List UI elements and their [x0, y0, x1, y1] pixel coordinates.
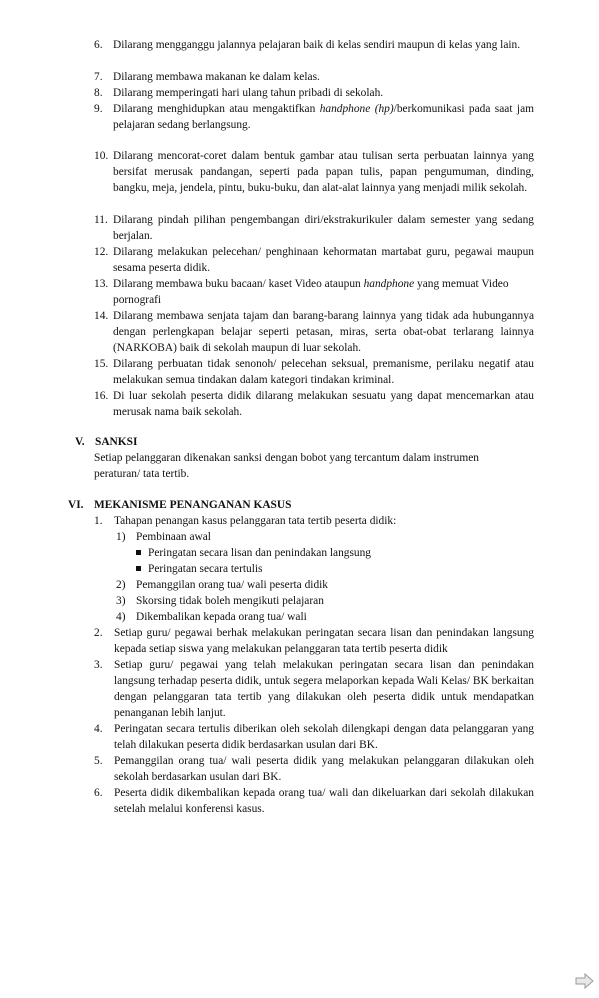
step-number: 1): [116, 531, 126, 543]
section-heading-mekanisme: [68, 497, 291, 513]
list-item: [94, 148, 534, 196]
list-item: [94, 513, 534, 529]
item-number: 9.: [94, 103, 103, 115]
item-text: Setiap guru/ pegawai yang telah melakukan peringatan secara lisan dan penindakan langsung terhadap peserta didik, untuk segera melaporkan kepada Wali Kelas/ BK berkaitan dengan pelanggaran tata tertib yang dilakukan oleh peserta didik untuk mendapatkan penanganan lebih lanjut.: [114, 659, 534, 719]
item-number: 16.: [94, 390, 109, 402]
square-bullet-icon: [136, 566, 141, 571]
item-text-part: yang memuat Video pornografi: [113, 278, 509, 306]
item-number: 10.: [94, 150, 109, 162]
list-item: [94, 356, 534, 388]
item-number: 15.: [94, 358, 109, 370]
item-text: Dilarang pindah pilihan pengembangan diri/ekstrakurikuler dalam semester yang sedang berjalan.: [113, 214, 534, 242]
step-item: [116, 609, 307, 625]
bullet-item: [136, 561, 263, 577]
list-item: [94, 276, 534, 308]
list-item: [94, 101, 534, 133]
step-item: [116, 529, 211, 545]
step-number: 3): [116, 595, 126, 607]
item-text: Dilarang membawa makanan ke dalam kelas.: [113, 71, 320, 83]
item-number: 12.: [94, 246, 109, 258]
section-numeral: V.: [75, 436, 85, 448]
list-item: [94, 753, 534, 785]
item-number: 3.: [94, 659, 103, 671]
list-item: [94, 625, 534, 657]
step-item: [116, 593, 324, 609]
bullet-text: Peringatan secara lisan dan penindakan langsung: [148, 547, 371, 559]
section-paragraph: Setiap pelanggaran dikenakan sanksi dengan bobot yang tercantum dalam instrumen peraturan/ tata tertib.: [94, 452, 479, 480]
list-item: [94, 69, 534, 85]
list-item: [94, 37, 534, 53]
item-number: 5.: [94, 755, 103, 767]
item-text-part: Dilarang membawa buku bacaan/ kaset Video ataupun: [113, 278, 364, 290]
item-text: Dilarang perbuatan tidak senonoh/ pelecehan seksual, premanisme, perilaku negatif atau melakukan semua tindakan dalam kategori tindakan kriminal.: [113, 358, 534, 386]
item-text: Peserta didik dikembalikan kepada orang tua/ wali dan dikeluarkan dari sekolah dilakukan setelah melalui konferensi kasus.: [114, 787, 534, 815]
square-bullet-icon: [136, 550, 141, 555]
bullet-item: [136, 545, 371, 561]
step-number: 4): [116, 611, 126, 623]
item-text: [113, 276, 534, 308]
item-text: Dilarang mencorat-coret dalam bentuk gambar atau tulisan serta perbuatan lainnya yang bersifat merusak pandangan, seperti pada papan tulis, papan pengumuman, dinding, bangku, meja, jendela, pintu, buku-buku, dan alat-alat lainnya yang menjadi milik sekolah.: [113, 150, 534, 194]
item-text-emphasis: handphone (hp): [319, 103, 394, 115]
item-number: 6.: [94, 39, 103, 51]
item-text-part: /berkomunikasi pada saat jam pelajaran sedang berlangsung.: [113, 103, 534, 131]
list-item: [94, 657, 534, 721]
item-number: 6.: [94, 787, 103, 799]
section-title: SANKSI: [95, 436, 138, 448]
list-item: [94, 388, 534, 420]
next-page-arrow-icon[interactable]: [575, 972, 595, 990]
item-text-part: Dilarang menghidupkan atau mengaktifkan: [113, 103, 320, 115]
list-item: [94, 308, 534, 356]
item-text: Dilarang membawa senjata tajam dan barang-barang lainnya yang tidak ada hubungannya dengan perlengkapan belajar seperti petasan, miras, serta obat-obat terlarang lainnya (NARKOBA) baik di sekolah maupun di luar sekolah.: [113, 310, 534, 354]
item-text: Setiap guru/ pegawai berhak melakukan peringatan secara lisan dan penindakan langsung kepada setiap siswa yang melakukan pelanggaran tata tertib peserta didik: [114, 627, 534, 655]
arrow-right-icon: [575, 972, 595, 990]
list-item: [94, 244, 534, 276]
item-text: [113, 101, 534, 133]
step-number: 2): [116, 579, 126, 591]
item-number: 8.: [94, 87, 103, 99]
list-item: [94, 785, 534, 817]
item-number: 13.: [94, 278, 109, 290]
list-item: [94, 85, 534, 101]
item-text: Dilarang memperingati hari ulang tahun pribadi di sekolah.: [113, 87, 384, 99]
step-text: Skorsing tidak boleh mengikuti pelajaran: [136, 595, 324, 607]
item-number: 14.: [94, 310, 109, 322]
item-text: Di luar sekolah peserta didik dilarang melakukan sesuatu yang dapat mencemarkan atau merusak nama baik sekolah.: [113, 390, 534, 418]
section-numeral: VI.: [68, 499, 84, 511]
item-text: Pemanggilan orang tua/ wali peserta didik yang melakukan pelanggaran dilakukan oleh sekolah berdasarkan usulan dari BK.: [114, 755, 534, 783]
step-text: Dikembalikan kepada orang tua/ wali: [136, 611, 307, 623]
step-text: Pemanggilan orang tua/ wali peserta didik: [136, 579, 329, 591]
item-text-emphasis: handphone: [363, 278, 415, 290]
item-number: 11.: [94, 214, 108, 226]
section-heading-sanksi: [68, 434, 137, 450]
item-number: 2.: [94, 627, 103, 639]
item-number: 1.: [94, 515, 103, 527]
step-item: [116, 577, 328, 593]
item-text: Dilarang mengganggu jalannya pelajaran baik di kelas sendiri maupun di kelas yang lain.: [113, 39, 521, 51]
item-number: 4.: [94, 723, 103, 735]
bullet-text: Peringatan secara tertulis: [148, 563, 263, 575]
step-text: Pembinaan awal: [136, 531, 211, 543]
item-text: Dilarang melakukan pelecehan/ penghinaan kehormatan martabat guru, pegawai maupun sesama peserta didik.: [113, 246, 534, 274]
item-number: 7.: [94, 71, 103, 83]
section-title: MEKANISME PENANGANAN KASUS: [94, 499, 292, 511]
item-text: Tahapan penangan kasus pelanggaran tata tertib peserta didik:: [114, 515, 397, 527]
list-item: [94, 212, 534, 244]
item-text: Peringatan secara tertulis diberikan oleh sekolah dilengkapi dengan data pelanggaran yang telah dilakukan peserta didik berdasarkan usulan dari BK.: [114, 723, 534, 751]
list-item: [94, 721, 534, 753]
